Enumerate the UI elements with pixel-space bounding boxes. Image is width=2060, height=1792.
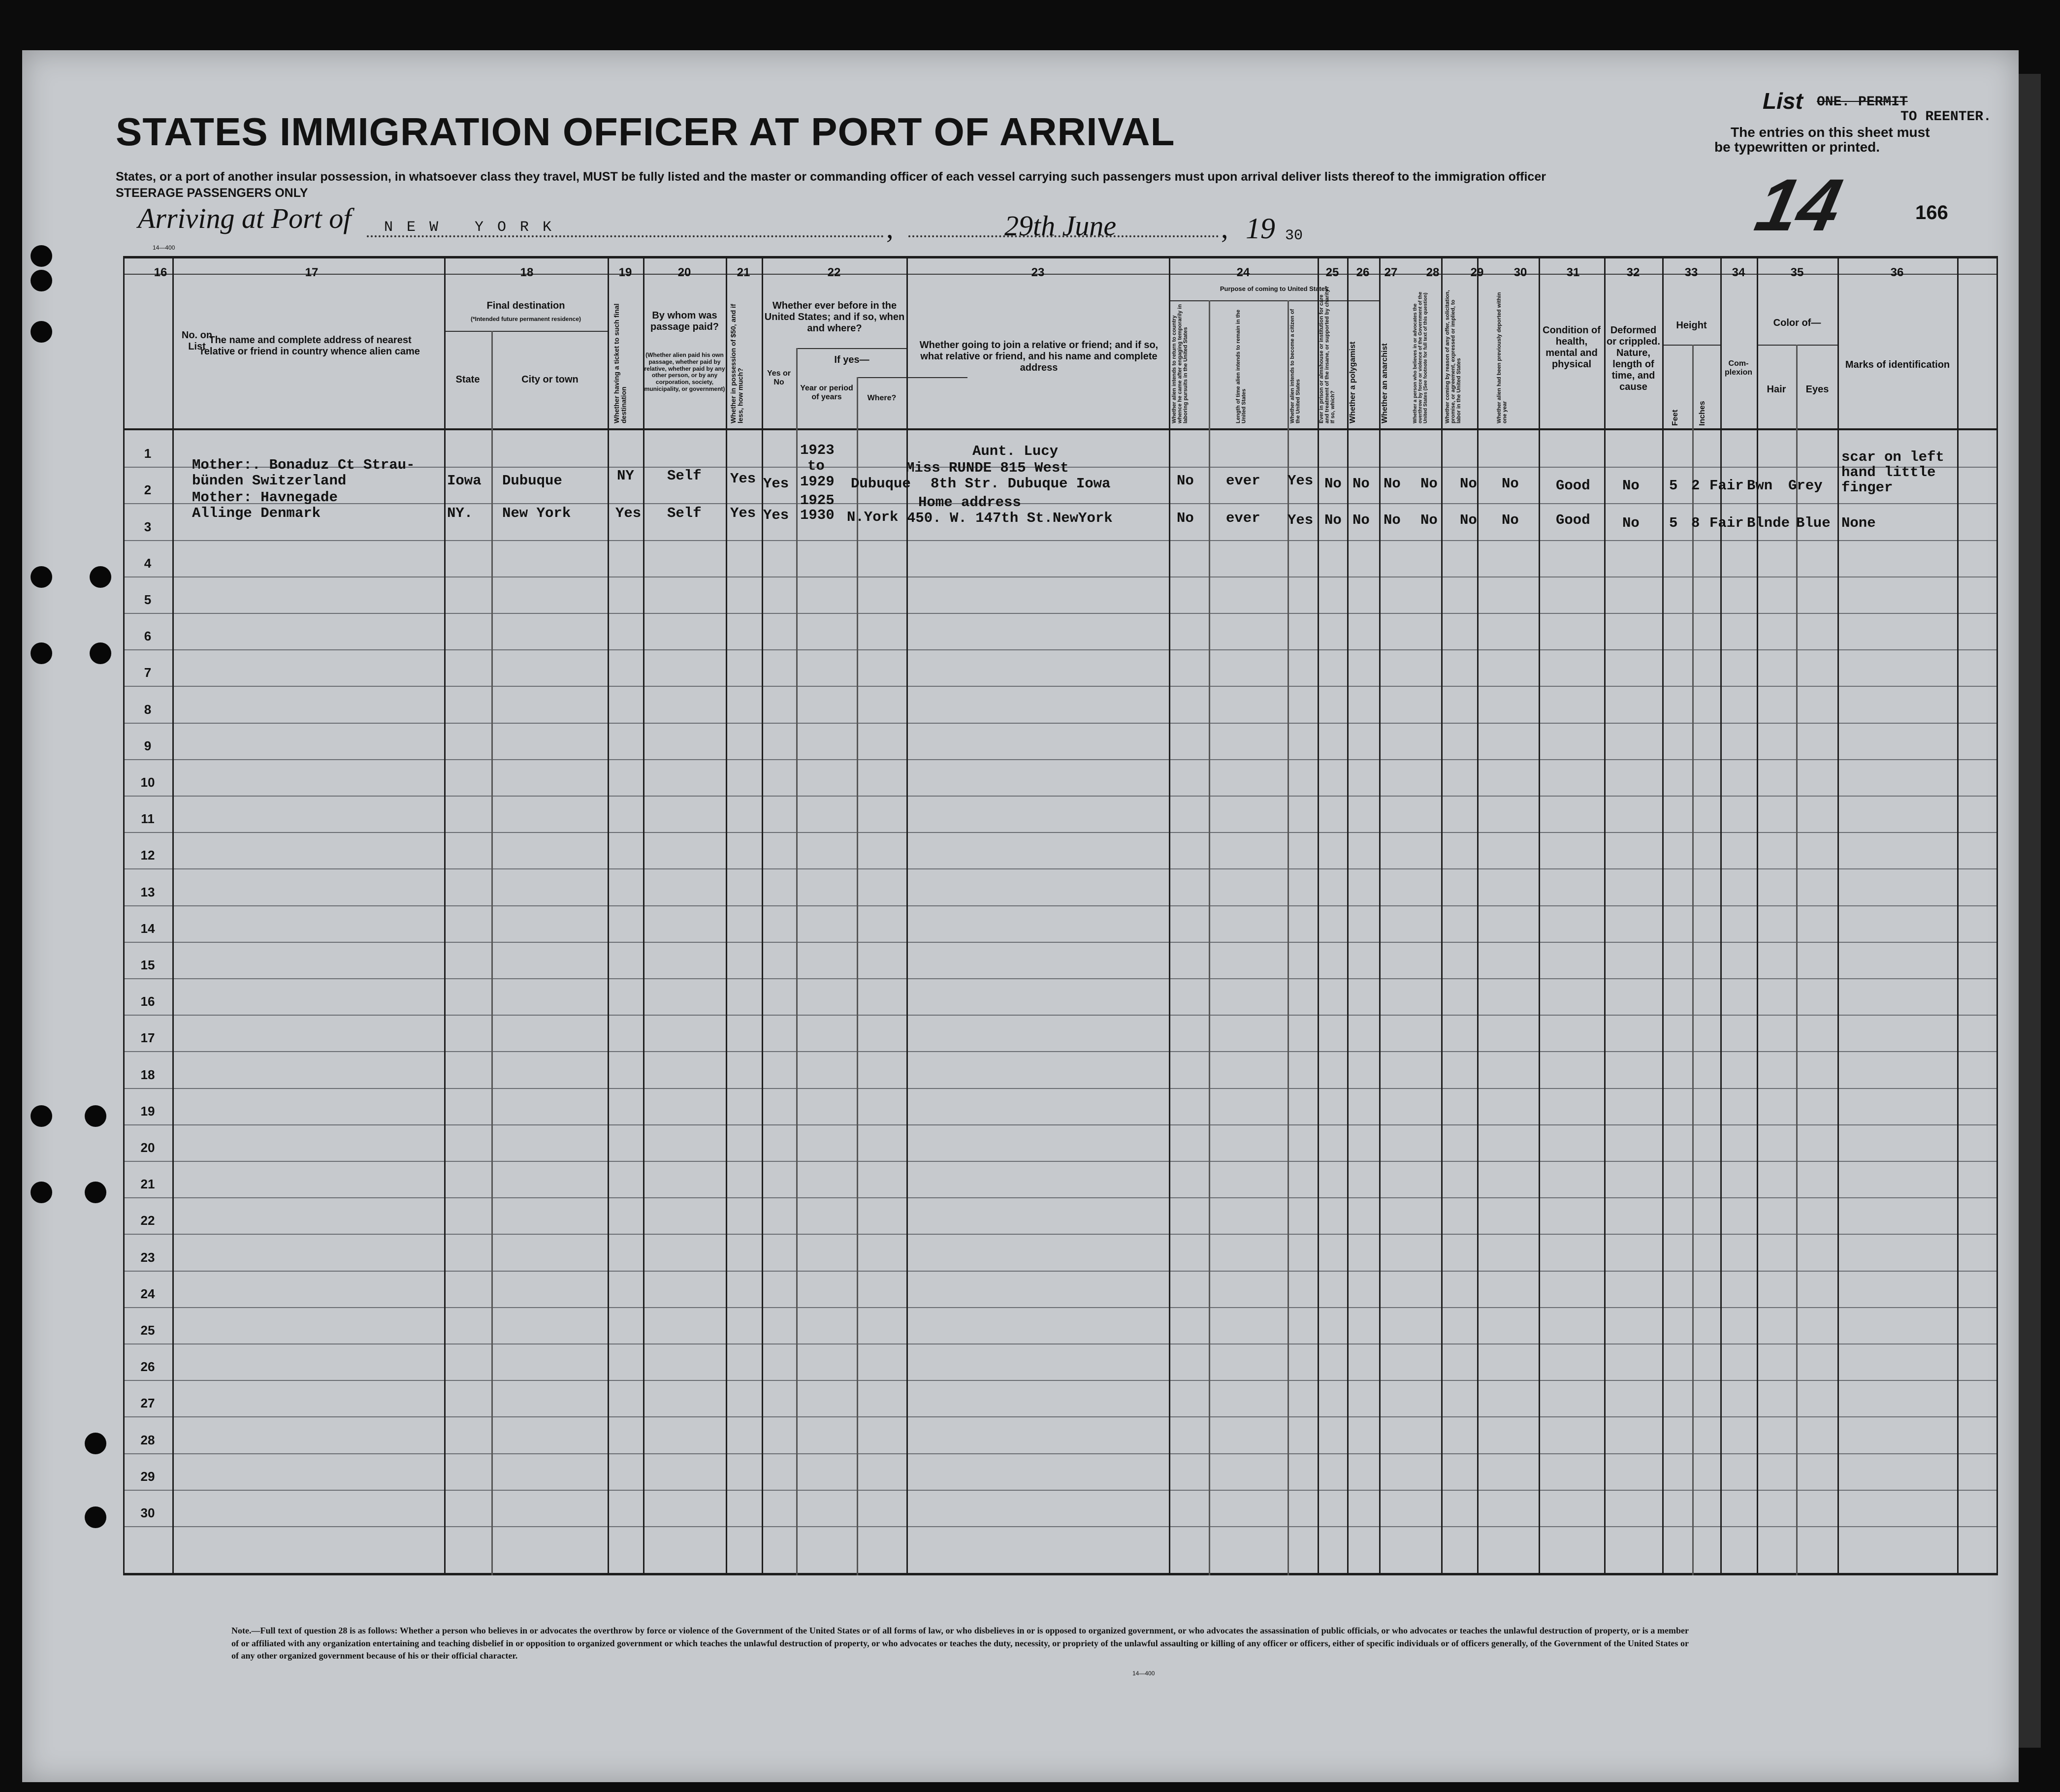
dest-sub-rule: [444, 331, 608, 332]
colnum-26: 26: [1356, 266, 1370, 279]
arriving-label: Arriving at Port of: [138, 202, 352, 234]
entry2-ticket: Yes: [615, 505, 642, 521]
entry2-join-2: 450. W. 147th St.NewYork: [907, 510, 1113, 526]
row-line: [123, 503, 1998, 504]
height-sub-rule: [1662, 345, 1720, 346]
entry2-where: N.York: [847, 509, 899, 525]
row-line: [123, 796, 1998, 797]
entry1-paid-by: Self: [667, 468, 702, 484]
entry2-deformed: No: [1622, 515, 1640, 531]
row-number: 8: [144, 702, 152, 717]
comma: ,: [1221, 212, 1228, 244]
passenger-class: STEERAGE PASSENGERS ONLY: [116, 186, 308, 200]
col-line: [1662, 256, 1664, 1575]
entry1-relative-line2: bünden Switzerland: [192, 473, 347, 489]
row-number: 21: [140, 1177, 155, 1191]
punch-hole: [85, 1506, 106, 1528]
entry1-hair: Bwn: [1747, 478, 1773, 494]
row-line: [123, 686, 1998, 687]
entry1-q28: No: [1420, 476, 1438, 492]
hdr-prison: Ever in prison or almshouse or institution for care and treatment of the insane, or supported by charity? If so, which?: [1319, 286, 1336, 423]
row-number: 16: [140, 994, 155, 1009]
entry1-years-3: 1929: [800, 474, 835, 490]
row-number: 12: [140, 848, 155, 863]
hdr-height: Height: [1676, 320, 1707, 331]
form-title: STATES IMMIGRATION OFFICER AT PORT OF ARRIVAL: [116, 110, 1175, 154]
entry1-marks-1: scar on left: [1841, 449, 1944, 465]
entry1-years-2: to: [807, 458, 825, 474]
col-line: [491, 331, 493, 1575]
hdr-where: Where?: [867, 394, 897, 402]
col-line: [1318, 256, 1319, 1575]
entry1-join-2: Miss RUNDE 815 West: [906, 460, 1069, 476]
row-line: [123, 576, 1998, 577]
port-name: NEW YORK: [384, 219, 566, 236]
hdr-state: State: [455, 374, 480, 385]
entry1-q30: No: [1502, 476, 1519, 492]
col-line: [857, 377, 858, 1575]
col-line: [1996, 256, 1998, 1575]
row-number: 10: [140, 775, 155, 790]
colnum-30: 30: [1513, 266, 1527, 279]
colnum-27: 27: [1384, 266, 1398, 279]
punch-hole: [31, 566, 52, 588]
entry1-relative-line1: Mother:. Bonaduz Ct Strau-: [192, 457, 415, 473]
col-line: [796, 348, 798, 1575]
entry1-inches: 2: [1691, 478, 1700, 494]
form-code: 14—400: [153, 244, 175, 251]
row-line: [123, 1088, 1998, 1089]
row-line: [123, 1051, 1998, 1052]
entry2-eyes: Blue: [1796, 515, 1831, 531]
row-line: [123, 1416, 1998, 1417]
entry2-return: No: [1177, 510, 1194, 526]
row-line: [123, 942, 1998, 943]
row-line: [123, 1015, 1998, 1016]
hdr-yes-or-no: Yes or No: [767, 369, 791, 387]
row-line: [123, 759, 1998, 760]
entry1-state: Iowa: [447, 473, 482, 489]
entry2-q28: No: [1420, 512, 1438, 528]
entry1-marks-2: hand little: [1841, 464, 1936, 480]
entry1-ticket: NY: [617, 468, 634, 484]
col-line: [172, 256, 174, 1575]
row-number: 9: [144, 738, 152, 753]
hdr-if-yes: If yes—: [834, 354, 869, 365]
hdr-purpose: Purpose of coming to United States: [1220, 285, 1329, 292]
colnum-29: 29: [1470, 266, 1484, 279]
entry1-citizen: Yes: [1288, 473, 1314, 489]
entry1-ever-before: Yes: [763, 476, 789, 492]
row-line: [123, 649, 1998, 650]
punch-hole: [31, 1182, 52, 1203]
row-line: [123, 540, 1998, 541]
entry2-health: Good: [1556, 512, 1590, 528]
entry2-marks-1: None: [1841, 515, 1876, 531]
hdr-fifty-dollars: Whether in possession of $50, and if less, how much?: [729, 304, 744, 423]
list-value-reenter: TO REENTER.: [1900, 109, 1992, 125]
row-line: [123, 1161, 1998, 1162]
entry2-ever-before: Yes: [763, 507, 789, 523]
entry2-anarchist: No: [1384, 512, 1401, 528]
row-number: 26: [140, 1359, 155, 1374]
hdr-color-of: Color of—: [1773, 318, 1821, 328]
entry1-polygamist: No: [1352, 476, 1370, 492]
colnum-17: 17: [305, 266, 319, 279]
row-number: 1: [144, 446, 152, 461]
row-line: [123, 868, 1998, 869]
year-prefix: 19: [1246, 212, 1275, 245]
colnum-20: 20: [677, 266, 691, 279]
entry2-relative-line1: Mother: Havnegade: [192, 489, 338, 506]
hdr-no-on-list: No. on List: [181, 330, 213, 352]
row-number: 29: [140, 1469, 155, 1484]
col-line: [762, 256, 763, 1575]
entry1-join-3: 8th Str. Dubuque Iowa: [931, 476, 1111, 492]
comma: ,: [886, 212, 894, 244]
entry1-feet: 5: [1669, 478, 1678, 494]
colnum-16: 16: [154, 266, 167, 279]
entry2-join-1: Home address: [918, 494, 1021, 511]
colnum-34: 34: [1732, 266, 1745, 279]
colnum-36: 36: [1890, 266, 1904, 279]
hdr-ticket: Whether having a ticket to such final destination: [612, 303, 628, 423]
colnum-35: 35: [1790, 266, 1804, 279]
row-number: 19: [140, 1104, 155, 1119]
entry2-years-1: 1925: [800, 492, 835, 509]
colnum-25: 25: [1325, 266, 1339, 279]
typewritten-note: The entries on this sheet must: [1731, 125, 1930, 140]
colnum-24: 24: [1236, 266, 1250, 279]
entry2-polygamist: No: [1352, 512, 1370, 528]
hdr-feet: Feet: [1671, 410, 1679, 426]
list-label: List: [1763, 88, 1803, 114]
row-line: [123, 1271, 1998, 1272]
entry1-prison: No: [1324, 476, 1342, 492]
row-number: 25: [140, 1323, 155, 1338]
punch-hole: [90, 566, 111, 588]
col-line: [1757, 256, 1758, 1575]
row-number: 15: [140, 958, 155, 972]
entry2-relative-line2: Allinge Denmark: [192, 505, 321, 521]
hdr-city: City or town: [521, 374, 579, 385]
hdr-final-destination: Final destination: [486, 300, 565, 311]
row-number: 11: [141, 811, 155, 826]
entry2-hair: Blnde: [1747, 515, 1790, 531]
colnum-23: 23: [1031, 266, 1045, 279]
colnum-18: 18: [520, 266, 534, 279]
year-suffix: 30: [1285, 227, 1303, 244]
entry1-years-1: 1923: [800, 442, 835, 458]
row-number: 23: [140, 1250, 155, 1265]
everbefore-sub-rule: [796, 348, 906, 349]
colnum-33: 33: [1684, 266, 1698, 279]
hdr-anarchist: Whether an anarchist: [1381, 343, 1389, 423]
row-number: 3: [144, 519, 152, 534]
entry2-paid-by: Self: [667, 505, 702, 521]
header-bottom-rule: [123, 428, 1998, 430]
col-line: [1347, 256, 1349, 1575]
hdr-q29: Whether coming by reason of any offer, solicitation, promise, or agreement, expressed or implied, to labor in the United States: [1445, 290, 1462, 423]
entry2-years-2: 1930: [800, 507, 835, 523]
hdr-hair: Hair: [1767, 384, 1786, 395]
entry1-city: Dubuque: [502, 473, 562, 489]
row-number: 4: [144, 556, 152, 571]
entry2-fifty: Yes: [730, 505, 756, 521]
row-number: 28: [140, 1433, 155, 1447]
row-line: [123, 832, 1998, 833]
entry1-anarchist: No: [1384, 476, 1401, 492]
number-row-rule: [123, 274, 1998, 275]
hdr-complexion: Com-plexion: [1724, 359, 1752, 377]
typewritten-note: be typewritten or printed.: [1714, 139, 1880, 155]
hdr-ever-before: Whether ever before in the United States; and if so, when and where?: [764, 300, 905, 334]
footnote: Note.—Full text of question 28 is as follows: Whether a person who believes in or advocates the overthrow by force or violence of the Government of the United States or of all forms of law, or who disbelieves in or is opposed to organized government, or who advocates the assassination of public officials, or who advocates or teaches the unlawful destruction of property, or is a member of or affiliated with any organization entertaining and teaching disbelief in or opposition to organized government or which teaches the unlawful destruction of property, or who advocates or teaches the duty, necessity, or propriety of the unlawful assaulting or killing of any officer or officers, either of specific individuals or of officers generally, of the Government of the United States or of any other organized government because of his or their official character.: [231, 1626, 1689, 1661]
row-number: 13: [140, 885, 155, 899]
col-line: [1604, 256, 1606, 1575]
ifyes-sub-rule: [857, 377, 967, 378]
col-line: [1441, 256, 1443, 1575]
hdr-q28: Whether a person who believes in or advocates the overthrow by force or violence of the Government of the United States (See footnote for full text of this question): [1413, 291, 1428, 423]
hdr-nearest-relative: The name and complete address of nearest relative or friend in country whence alien came: [200, 335, 420, 357]
entry2-city: New York: [502, 505, 571, 521]
hdr-q30: Whether alien had been previously deported within one year: [1496, 292, 1508, 423]
entry1-q29: No: [1460, 476, 1477, 492]
arrival-date: 29th June: [1004, 210, 1117, 242]
entry2-citizen: Yes: [1288, 512, 1314, 528]
hdr-condition: Condition of health, mental and physical: [1543, 325, 1601, 370]
row-line: [123, 723, 1998, 724]
hdr-eyes: Eyes: [1805, 384, 1829, 395]
top-rule: [123, 256, 1998, 258]
row-number: 7: [144, 665, 152, 680]
col-line: [906, 256, 908, 1575]
entry1-fifty: Yes: [730, 471, 756, 487]
col-line: [1837, 256, 1839, 1575]
handwritten-list-number: 14: [1749, 163, 1849, 246]
col-line: [1539, 256, 1540, 1575]
entry2-inches: 8: [1691, 515, 1700, 531]
row-number: 5: [144, 592, 152, 607]
hdr-purpose-return: Whether alien intends to return to country whence he came after engaging temporarily in laboring pursuits in the United States: [1171, 304, 1189, 423]
row-number: 20: [140, 1140, 155, 1155]
hdr-marks: Marks of identification: [1845, 359, 1950, 370]
sheet-edge: [2019, 74, 2041, 1748]
entry2-feet: 5: [1669, 515, 1678, 531]
row-line: [123, 1234, 1998, 1235]
colnum-22: 22: [827, 266, 841, 279]
hdr-paid-by-note: (Whether alien paid his own passage, whether paid by relative, whether paid by any other person, or by any corporation, society, municipality, or government): [644, 352, 725, 392]
row-number: 30: [140, 1505, 155, 1520]
entry1-deformed: No: [1622, 478, 1640, 494]
row-line: [123, 1526, 1998, 1527]
col-line: [608, 256, 609, 1575]
punch-hole: [31, 270, 52, 291]
entry2-q29: No: [1460, 512, 1477, 528]
punch-hole: [31, 245, 52, 267]
col-line: [1288, 300, 1289, 1575]
entry2-complexion: Fair: [1709, 515, 1744, 531]
colnum-19: 19: [618, 266, 632, 279]
colnum-32: 32: [1626, 266, 1640, 279]
colnum-31: 31: [1566, 266, 1580, 279]
col-line: [726, 256, 727, 1575]
entry2-state: NY.: [447, 505, 473, 521]
bottom-rule: [123, 1573, 1998, 1575]
footnote-code: 14—400: [1132, 1670, 1155, 1677]
row-line: [123, 1197, 1998, 1198]
hdr-purpose-length: Length of time alien intends to remain in the United States: [1235, 309, 1247, 423]
entry1-marks-3: finger: [1841, 480, 1893, 496]
row-number: 6: [144, 629, 152, 643]
row-number: 18: [140, 1067, 155, 1082]
hdr-final-destination-note: (*Intended future permanent residence): [470, 316, 581, 322]
hdr-join-relative: Whether going to join a relative or friend; and if so, what relative or friend, and his name and complete address: [919, 340, 1159, 373]
row-line: [123, 1124, 1998, 1125]
sheet-number: 166: [1915, 202, 1948, 224]
hdr-deformed: Deformed or crippled. Nature, length of time, and cause: [1607, 325, 1660, 392]
row-number: 24: [140, 1286, 155, 1301]
hdr-paid-by: By whom was passage paid?: [650, 310, 719, 332]
punch-hole: [90, 642, 111, 664]
row-number: 2: [144, 482, 152, 497]
col-line: [1209, 300, 1210, 1575]
row-number: 17: [140, 1030, 155, 1045]
hdr-year-period: Year or period of years: [800, 384, 853, 402]
entry1-complexion: Fair: [1709, 478, 1744, 494]
col-line: [1169, 256, 1170, 1575]
col-line: [1720, 256, 1722, 1575]
punch-hole: [31, 1105, 52, 1127]
row-number: 27: [140, 1396, 155, 1410]
row-line: [123, 1380, 1998, 1381]
hdr-polygamist: Whether a polygamist: [1349, 341, 1357, 423]
colnum-21: 21: [737, 266, 750, 279]
col-line: [643, 256, 644, 1575]
entry2-q30: No: [1502, 512, 1519, 528]
list-value: ONE. PERMIT: [1817, 95, 1908, 110]
punch-hole: [85, 1105, 106, 1127]
entry1-eyes: Grey: [1788, 478, 1823, 494]
colnum-28: 28: [1426, 266, 1440, 279]
row-line: [123, 1453, 1998, 1454]
row-line: [123, 905, 1998, 906]
col-line: [444, 256, 446, 1575]
punch-hole: [31, 642, 52, 664]
entry2-length: ever: [1226, 510, 1260, 526]
hdr-inches: Inches: [1698, 401, 1706, 426]
entry2-prison: No: [1324, 512, 1342, 528]
hdr-purpose-citizen: Whether alien intends to become a citizen of the United States: [1289, 309, 1301, 423]
entry1-return: No: [1177, 473, 1194, 489]
row-line: [123, 978, 1998, 979]
punch-hole: [85, 1182, 106, 1203]
entry1-join-1: Aunt. Lucy: [972, 443, 1059, 459]
col-line: [1957, 256, 1959, 1575]
entry1-where: Dubuque: [851, 476, 911, 492]
manifest-table: [123, 256, 1998, 1575]
row-line: [123, 1307, 1998, 1308]
row-line: [123, 613, 1998, 614]
punch-hole: [85, 1433, 106, 1454]
punch-hole: [31, 321, 52, 343]
row-number: 14: [140, 921, 155, 936]
col-line: [1379, 256, 1381, 1575]
entry1-health: Good: [1556, 478, 1590, 494]
row-number: 22: [140, 1213, 155, 1228]
col-line: [1477, 256, 1479, 1575]
row-line: [123, 1490, 1998, 1491]
form-subtitle: States, or a port of another insular possession, in whatsoever class they travel, MUST be fully listed and the master or commanding officer of each vessel carrying such passengers must upon arrival deliver lists thereof to the immigration officer: [116, 170, 1546, 184]
entry1-length: ever: [1226, 473, 1260, 489]
